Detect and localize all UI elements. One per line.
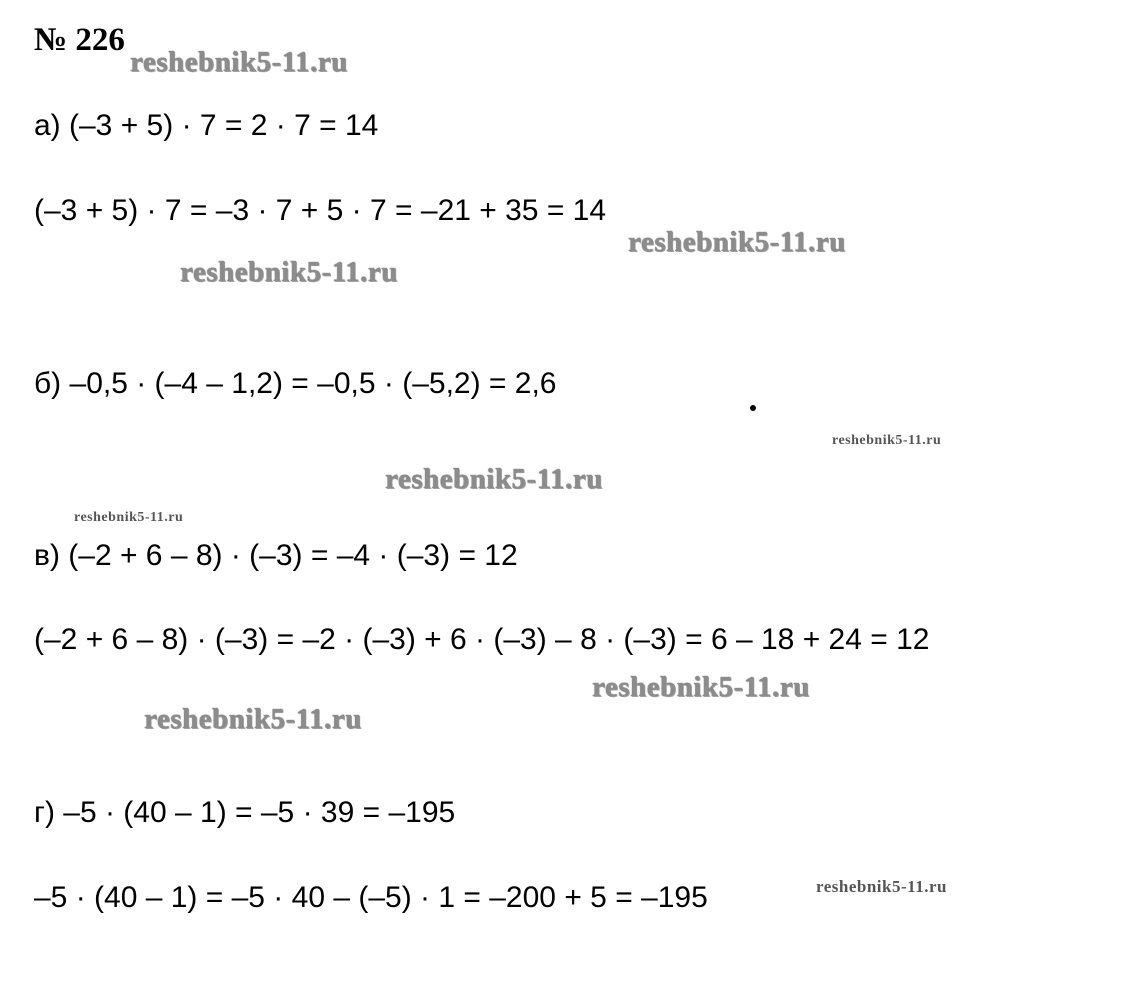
solution-line-a: а) (–3 + 5) · 7 = 2 · 7 = 14 bbox=[34, 109, 379, 142]
solution-line-b: б) –0,5 · (–4 – 1,2) = –0,5 · (–5,2) = 2,6 bbox=[34, 367, 557, 400]
watermark-logo: reshebnik5-11.ru bbox=[628, 226, 846, 258]
solution-line-g: г) –5 · (40 – 1) = –5 · 39 = –195 bbox=[34, 796, 456, 829]
watermark-logo: reshebnik5-11.ru bbox=[180, 256, 398, 288]
watermark-logo: reshebnik5-11.ru bbox=[816, 877, 947, 896]
watermark-logo: reshebnik5-11.ru bbox=[74, 510, 184, 525]
solution-line-v: в) (–2 + 6 – 8) · (–3) = –4 · (–3) = 12 bbox=[34, 539, 518, 572]
watermark-logo: reshebnik5-11.ru bbox=[144, 703, 362, 735]
watermark-logo: reshebnik5-11.ru bbox=[592, 671, 810, 703]
stray-dot bbox=[750, 405, 756, 411]
watermark-logo: reshebnik5-11.ru bbox=[832, 433, 942, 448]
solution-line-a-expanded: (–3 + 5) · 7 = –3 · 7 + 5 · 7 = –21 + 35 = 14 bbox=[34, 194, 607, 227]
problem-number: № 226 bbox=[34, 22, 125, 58]
watermark-logo: reshebnik5-11.ru bbox=[385, 463, 603, 495]
watermark-logo: reshebnik5-11.ru bbox=[130, 46, 348, 78]
solution-line-v-expanded: (–2 + 6 – 8) · (–3) = –2 · (–3) + 6 · (–3) – 8 · (–3) = 6 – 18 + 24 = 12 bbox=[34, 623, 930, 656]
solution-line-g-expanded: –5 · (40 – 1) = –5 · 40 – (–5) · 1 = –200 + 5 = –195 bbox=[34, 881, 708, 914]
